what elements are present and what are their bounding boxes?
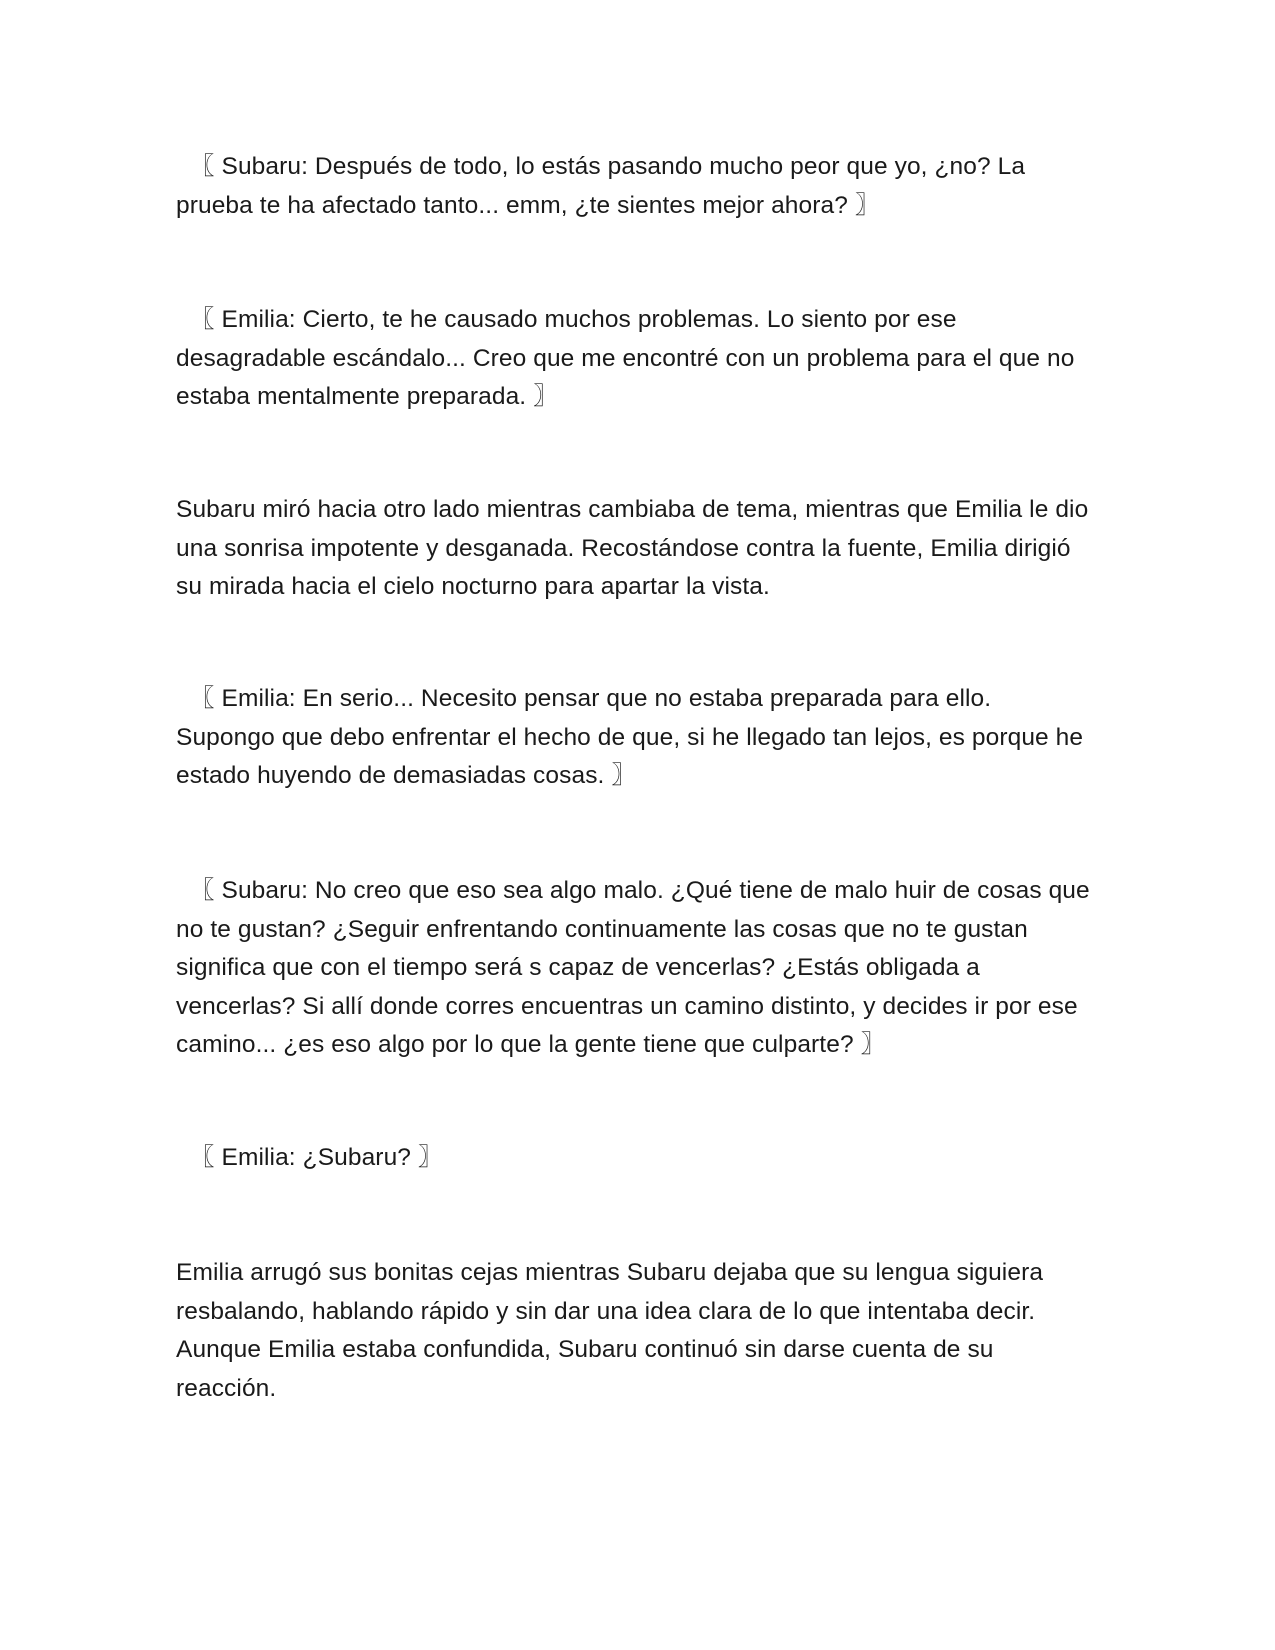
dialogue-paragraph: 〖 Subaru: Después de todo, lo estás pasando mucho peor que yo, ¿no? La prueba te ha afectado tanto... emm, ¿te sientes mejor ahora? 〗	[176, 153, 1026, 219]
dialogue-paragraph: 〖 Subaru: No creo que eso sea algo malo. ¿Qué tiene de malo huir de cosas que no te gustan? ¿Seguir enfrentando continuamente las cosas que no te gustan significa que con el tiempo será s capaz de vencerlas? ¿Estás obligada a vencerlas? Si allí donde corres encuentras un camino distinto, y decides ir por ese camino... ¿es eso algo por lo que la gente tiene que culparte? 〗	[176, 877, 1090, 1058]
narration-paragraph: Emilia arrugó sus bonitas cejas mientras Subaru dejaba que su lengua siguiera resbalando, hablando rápido y sin dar una idea clara de lo que intentaba decir. Aunque Emilia estaba confundida, Subaru continuó sin darse cuenta de su reacción.	[176, 1259, 1044, 1402]
dialogue-paragraph: 〖 Emilia: ¿Subaru? 〗	[190, 1144, 443, 1171]
narration-paragraph: Subaru miró hacia otro lado mientras cambiaba de tema, mientras que Emilia le dio una sonrisa impotente y desganada. Recostándose contra la fuente, Emilia dirigió su mirada hacia el cielo nocturno para apartar la vista.	[176, 496, 1089, 600]
dialogue-paragraph: 〖 Emilia: En serio... Necesito pensar que no estaba preparada para ello. Supongo que debo enfrentar el hecho de que, si he llegado tan lejos, es porque he estado huyendo de demasiadas cosas. 〗	[176, 685, 1084, 789]
dialogue-paragraph: 〖 Emilia: Cierto, te he causado muchos problemas. Lo siento por ese desagradable escándalo... Creo que me encontré con un problema para el que no estaba mentalmente preparada. 〗	[176, 306, 1075, 410]
